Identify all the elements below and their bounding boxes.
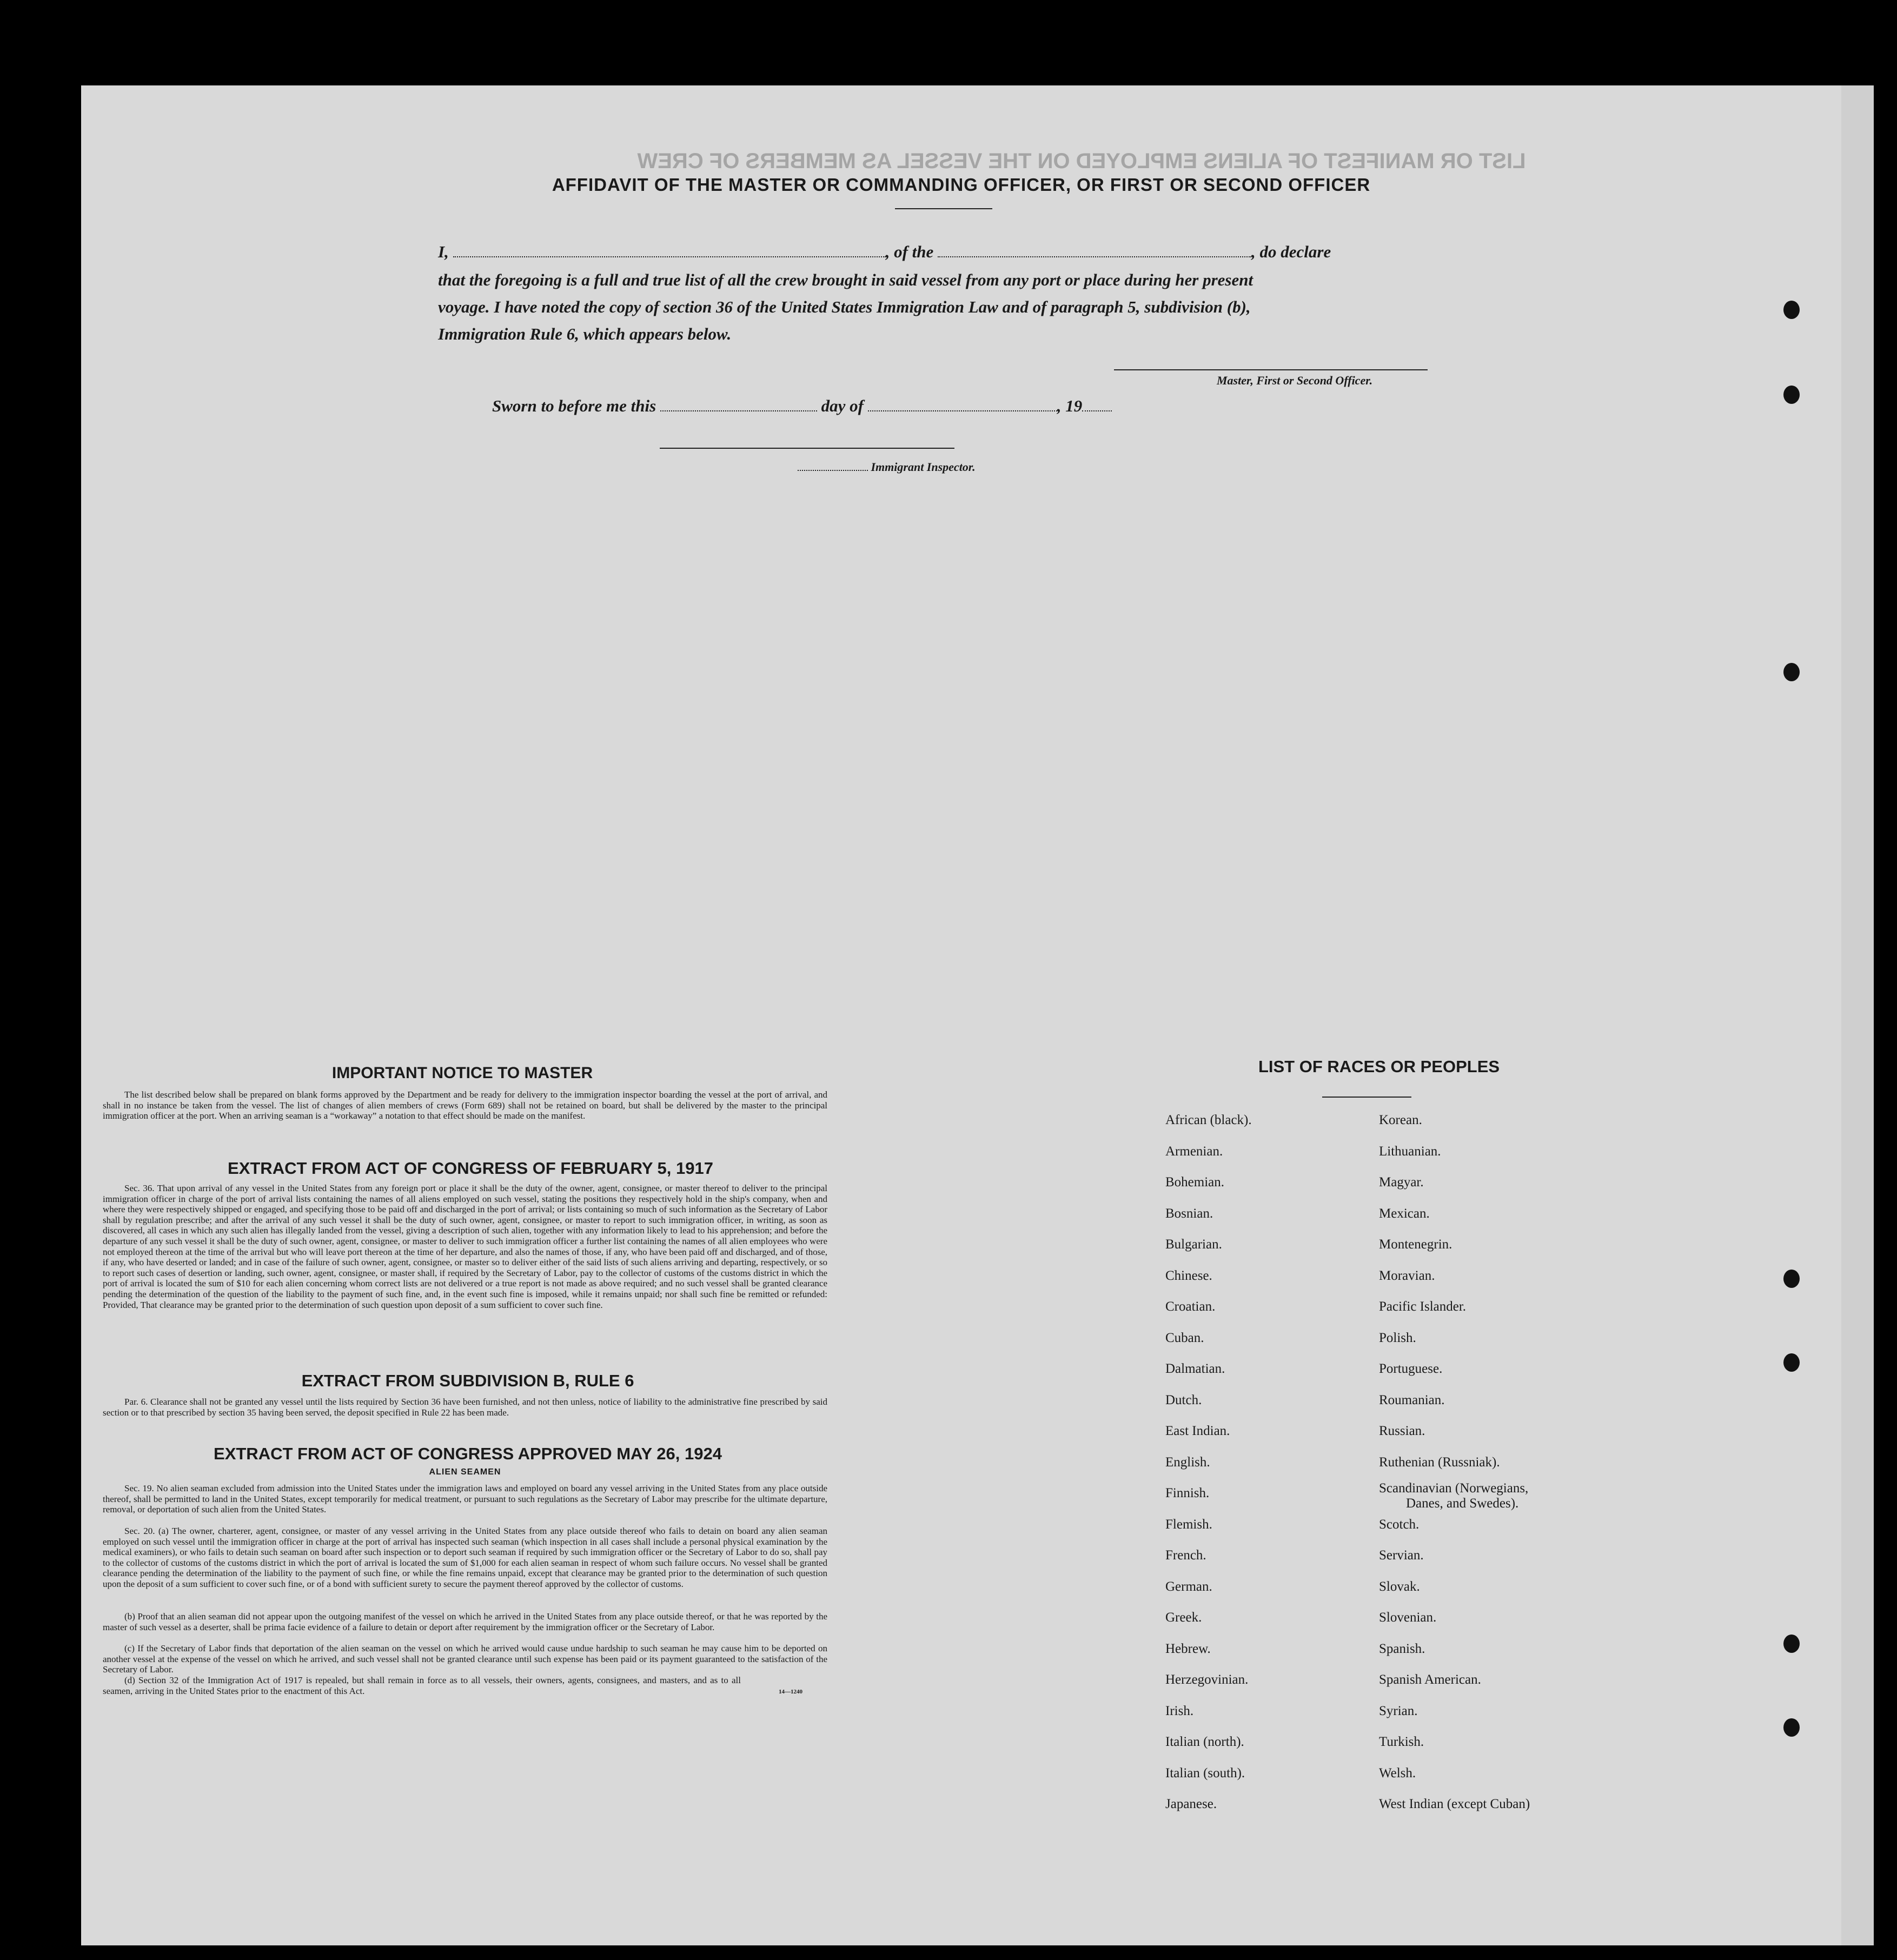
extract-1917-title: EXTRACT FROM ACT OF CONGRESS OF FEBRUARY 5, 1917 (228, 1159, 713, 1178)
race-entry: Ruthenian (Russniak). (1379, 1454, 1500, 1470)
races-title-rule (1322, 1097, 1411, 1098)
sworn-year: , 19 (1057, 396, 1083, 415)
race-entry: African (black). (1165, 1113, 1252, 1127)
sworn-year-blank[interactable] (1082, 410, 1112, 411)
punch-hole-icon (1783, 386, 1800, 404)
extract-1924-sec20c: (c) If the Secretary of Labor finds that deportation of the alien seaman on the vessel on which he arrived would cause undue hardship to such seaman he may cause him to be deported on another vessel at the expense of the vessel on which he arrived, and such vessel shall not be granted clearance until such expense has been paid or its payment guaranteed to the satisfaction of the Secretary of Labor. (103, 1643, 827, 1675)
races-right-column (1379, 1105, 1530, 1820)
race-entry: Syrian. (1379, 1703, 1418, 1718)
affidavit-line-2: that the foregoing is a full and true list of all the crew brought in said vessel from any port or place during her present (438, 270, 1253, 289)
affidavit-of-the: , of the (885, 242, 934, 261)
affidavit-line-4: Immigration Rule 6, which appears below. (438, 324, 732, 343)
sworn-month-blank[interactable] (868, 410, 1057, 411)
extract-1917-body: Sec. 36. That upon arrival of any vessel in the United States from any foreign port or place it shall be the duty of the owner, agent, consignee, or master thereof to deliver to the principal immigration officer in charge of the port of arrival lists containing the names of all aliens employed on such vessel, stating the positions they respectively hold in the ship's company, when and where they were respectively shipped or engaged, and specifying those to be paid off and discharged in the port of arrival; or lists containing so much of such information as the Secretary of Labor shall by regulation prescribe; and after the arrival of any such vessel it shall be the duty of such owner, agent, consignee, or master to report to such immigration officer, in writing, as soon as discovered, all cases in which any such alien has illegally landed from the vessel, giving a description of such alien, together with any information likely to lead to his apprehension; and before the departure of any such vessel it shall be the duty of such owner, agent, consignee, or master to deliver to such immigration officer a further list containing the names of all alien employees who were not employed thereon at the time of the arrival but who will leave port thereon at the time of her departure, and also the names of those, if any, who have been paid off and discharged, and of those, if any, who have deserted or landed; and in case of the failure of such owner, agent, consignee, or master so to deliver either of the said lists of such aliens arriving and departing, respectively, or so to report such cases of desertion or landing, such owner, agent, consignee, or master shall, if required by the Secretary of Labor, pay to the collector of customs of the customs district in which the port of arrival is located the sum of $10 for each alien concerning whom correct lists are not delivered or a true report is not made as above required; and no such vessel shall be granted clearance pending the determination of the question of the liability to the payment of such fine, and, in the event such fine is imposed, while it remains unpaid; nor shall such fine be remitted or refunded: Provided, That clearance may be granted prior to the determination of such question upon deposit of a sum sufficient to cover such fine. (103, 1183, 827, 1310)
form-number: 14—1240 (779, 1689, 802, 1695)
extract-1924-title: EXTRACT FROM ACT OF CONGRESS APPROVED MAY 26, 1924 (214, 1444, 722, 1463)
race-entry: Chinese. (1165, 1268, 1212, 1283)
race-entry: Hebrew. (1165, 1641, 1211, 1656)
races-left-column (1165, 1105, 1252, 1820)
race-entry: Pacific Islander. (1379, 1299, 1467, 1314)
race-entry: Cuban. (1165, 1330, 1204, 1345)
sworn-prefix: Sworn to before me this (492, 396, 656, 415)
race-entry: English. (1165, 1454, 1210, 1470)
race-entry: Greek. (1165, 1610, 1202, 1625)
race-entry: Italian (south). (1165, 1765, 1245, 1780)
race-entry: Croatian. (1165, 1299, 1216, 1314)
affidavit-i: I, (438, 242, 449, 261)
punch-hole-icon (1783, 1635, 1800, 1653)
race-entry: Russian. (1379, 1424, 1425, 1438)
race-entry: East Indian. (1165, 1424, 1230, 1438)
race-entry: Mexican. (1379, 1206, 1430, 1221)
race-entry: Slovenian. (1379, 1610, 1437, 1625)
race-entry: Montenegrin. (1379, 1237, 1452, 1252)
sworn-line (492, 396, 1112, 416)
alien-seamen-subtitle: ALIEN SEAMEN (429, 1467, 501, 1477)
race-entry: Servian. (1379, 1548, 1424, 1563)
sworn-day-of: day of (821, 396, 864, 415)
race-entry: Bohemian. (1165, 1175, 1225, 1190)
punch-hole-icon (1783, 1353, 1800, 1372)
sworn-day-blank[interactable] (660, 410, 817, 411)
race-entry: Bulgarian. (1165, 1237, 1222, 1252)
title-rule (895, 208, 992, 209)
race-entry: Scandinavian (Norwegians, Danes, and Swedes). (1379, 1481, 1529, 1511)
extract-1924-sec19: Sec. 19. No alien seaman excluded from admission into the United States under the immigration laws and employed on board any vessel arriving in the United States from any place outside thereof, shall be permitted to land in the United States, except temporarily for medical treatment, or pursuant to such regulations as the Secretary of Labor may prescribe for the ultimate departure, removal, or deportation of such alien from the United States. (103, 1483, 827, 1515)
race-entry: Dutch. (1165, 1392, 1202, 1407)
master-signature-line[interactable] (1114, 369, 1428, 370)
races-title: LIST OF RACES OR PEOPLES (1258, 1057, 1500, 1076)
race-entry: Lithuanian. (1379, 1144, 1441, 1159)
name-blank[interactable] (453, 256, 886, 257)
rule6-body: Par. 6. Clearance shall not be granted any vessel until the lists required by Section 36 have been furnished, and not then unless, notice of liability to the administrative fine prescribed by said section or to that prescribed by section 35 having been served, the deposit specified in Rule 22 has been made. (103, 1397, 827, 1418)
master-signature-label: Master, First or Second Officer. (1217, 374, 1373, 387)
race-entry: Dalmatian. (1165, 1361, 1225, 1376)
punch-hole-icon (1783, 663, 1800, 681)
race-entry: Scotch. (1379, 1517, 1420, 1532)
punch-hole-icon (1783, 301, 1800, 319)
race-entry: Italian (north). (1165, 1735, 1244, 1749)
race-entry: Portuguese. (1379, 1361, 1443, 1376)
race-entry: Spanish. (1379, 1641, 1425, 1656)
race-entry: French. (1165, 1548, 1206, 1563)
affidavit-line-3: voyage. I have noted the copy of section 36 of the United States Immigration Law and of paragraph 5, subdivision (b), (438, 297, 1251, 316)
affidavit-line-1 (438, 242, 1331, 262)
punch-hole-icon (1783, 1718, 1800, 1737)
race-entry: Slovak. (1379, 1579, 1420, 1594)
punch-hole-icon (1783, 1270, 1800, 1288)
race-entry: Polish. (1379, 1330, 1416, 1345)
race-entry: West Indian (except Cuban) (1379, 1797, 1530, 1811)
notice-body: The list described below shall be prepared on blank forms approved by the Department and be ready for delivery to the immigration inspector boarding the vessel at the port of arrival, and shall in no instance be taken from the vessel. The list of changes of alien members of crews (Form 689) shall not be retained on board, but shall be delivered by the master to the principal immigration officer at the port. When an arriving seaman is a “workaway” a notation to that effect should be made on the manifest. (103, 1089, 827, 1121)
race-entry: Japanese. (1165, 1797, 1217, 1811)
race-entry: Turkish. (1379, 1735, 1424, 1749)
rule6-title: EXTRACT FROM SUBDIVISION B, RULE 6 (301, 1371, 634, 1390)
race-entry: Armenian. (1165, 1144, 1223, 1159)
race-entry: Bosnian. (1165, 1206, 1213, 1221)
page-edge (1841, 85, 1874, 1945)
bleed-through-header: LIST OR MANIFEST OF ALIENS EMPLOYED ON THE VESSEL AS MEMBERS OF CREW (637, 149, 1526, 173)
race-entry: Finnish. (1165, 1486, 1210, 1500)
inspector-signature-line[interactable] (660, 448, 954, 449)
vessel-blank[interactable] (938, 256, 1251, 257)
document-page (81, 85, 1841, 1945)
race-entry: Magyar. (1379, 1175, 1424, 1190)
notice-title: IMPORTANT NOTICE TO MASTER (331, 1064, 593, 1082)
race-entry: Moravian. (1379, 1268, 1435, 1283)
extract-1924-sec20a: Sec. 20. (a) The owner, charterer, agent, consignee, or master of any vessel arriving in the United States from any place outside thereof who fails to detain on board any alien seaman employed on such vessel until the immigration officer in charge at the port of arrival has inspected such seaman (which inspection in all cases shall include a personal physical examination by the medical examiners), or who fails to detain such seaman on board after such inspection or to deport such seaman if required by such immigration officer or the Secretary of Labor to do so, shall pay to the collector of customs of the customs district in which the port of arrival is located the sum of $1,000 for each alien seaman in respect of whom such failure occurs. No vessel shall be granted clearance pending the determination of the liability to the payment of such fine, or while the fine remains unpaid, except that clearance may be granted prior to the determination of such question upon the deposit of a sum sufficient to cover such fine, or of a bond with sufficient surety to secure the payment thereof approved by the collector of customs. (103, 1526, 827, 1589)
race-entry: Irish. (1165, 1703, 1194, 1718)
race-entry: Herzegovinian. (1165, 1672, 1249, 1687)
affidavit-declare: , do declare (1251, 242, 1331, 261)
race-entry: Roumanian. (1379, 1392, 1445, 1407)
affidavit-title: AFFIDAVIT OF THE MASTER OR COMMANDING OFFICER, OR FIRST OR SECOND OFFICER (552, 175, 1371, 195)
race-entry: Spanish American. (1379, 1672, 1481, 1687)
race-entry: Welsh. (1379, 1765, 1416, 1780)
race-entry: German. (1165, 1579, 1212, 1594)
race-entry: Korean. (1379, 1113, 1422, 1127)
inspector-label: Immigrant Inspector. (798, 460, 976, 474)
extract-1924-sec20d: (d) Section 32 of the Immigration Act of 1917 is repealed, but shall remain in force as to all vessels, their owners, agents, consignees, and masters, and as to all seamen, arriving in the United States prior to the enactment of this Act. (103, 1675, 741, 1696)
race-entry: Flemish. (1165, 1517, 1212, 1532)
extract-1924-sec20b: (b) Proof that an alien seaman did not appear upon the outgoing manifest of the vessel on which he arrived in the United States from any place outside thereof, or that he was reported by the master of such vessel as a deserter, shall be prima facie evidence of a failure to detain or deport after requirement by the immigration officer or the Secretary of Labor. (103, 1611, 827, 1632)
race-entry-continued: Danes, and Swedes). (1406, 1496, 1519, 1511)
